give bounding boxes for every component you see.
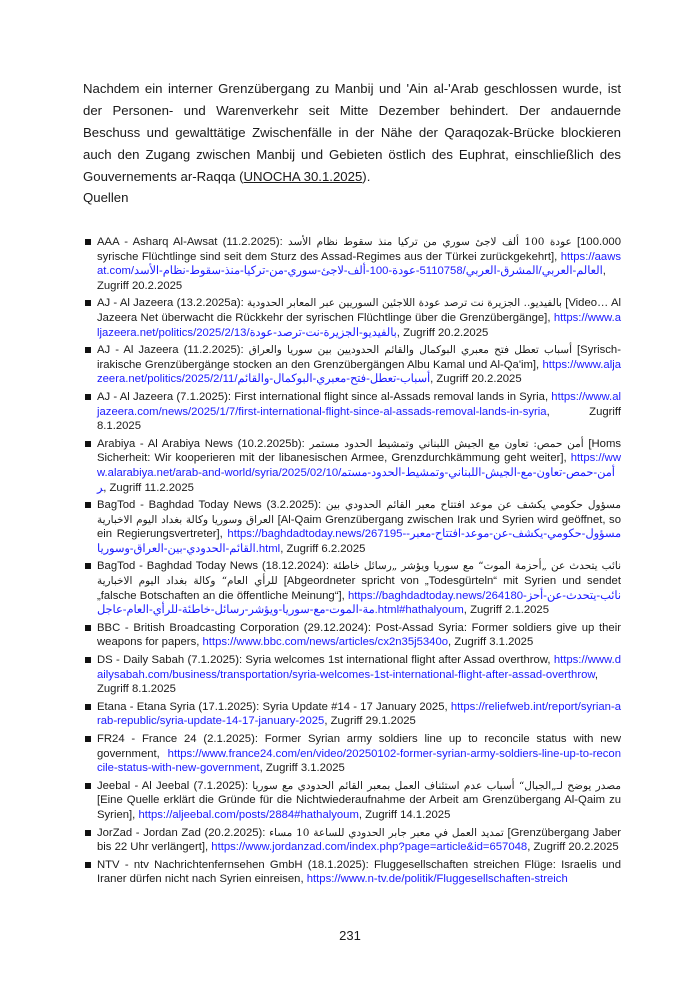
bullet-icon: [85, 625, 91, 631]
reference-link[interactable]: https://www.bbc.com/news/articles/cx2n35j5340o: [202, 636, 449, 649]
reference-text: BagTod - Baghdad Today News (3.2.2025):: [97, 499, 326, 512]
reference-text: , Zugriff 20.2.2025: [97, 265, 606, 292]
bullet-icon: [85, 783, 91, 789]
reference-item: [83, 390, 621, 434]
reference-text: , Zugriff 11.2.2025: [103, 481, 194, 494]
reference-item: [83, 700, 621, 729]
bullet-icon: [85, 502, 91, 508]
reference-text: DS - Daily Sabah (7.1.2025): Syria welcomes 1st international flight after Assad overthrow,: [97, 654, 554, 667]
reference-text: , Zugriff 6.2.2025: [280, 542, 366, 555]
reference-link[interactable]: https://aljeebal.com/posts/2884#hathalyoum: [138, 808, 359, 821]
reference-item: [83, 296, 621, 340]
bullet-icon: [85, 704, 91, 710]
reference-item: [83, 779, 621, 823]
reference-link[interactable]: https://www.aljazeera.com/news/2025/1/7/first-international-flight-since-al-assads-removal-lands-in-syria: [97, 390, 621, 418]
reference-text: AJ - Al Jazeera (11.2.2025):: [97, 344, 249, 357]
reference-link[interactable]: https://www.france24.com/en/video/20250102-former-syrian-army-soldiers-line-up-to-reconcile-status-with-new-government: [97, 747, 621, 775]
reference-text: NTV - ntv Nachrichtenfernsehen GmbH (18.1.2025): Fluggesellschaften streichen Flüge: Israelis und Iraner dürfen nicht nach Syrien einreisen,: [97, 858, 621, 886]
reference-text: AJ - Al Jazeera (7.1.2025): First international flight since al-Assads removal lands in Syria,: [97, 390, 552, 403]
reference-text: BBC - British Broadcasting Corporation (29.12.2024): Post-Assad Syria: Former soldiers give up their weapons for papers,: [97, 621, 621, 649]
reference-link[interactable]: https://www.aljazeera.net/politics/2025/2/11/أسباب-تعطل-فتح-معبري-البوكمال-والقائم: [97, 358, 621, 386]
reference-link[interactable]: https://baghdadtoday.news/264180-نائب-يتحدث-عن-أحزمة-الموت-مع-سوريا-ويؤشر-رسائل-خاطئة-للرأي-العام-عاجل.html#hathalyoum: [97, 589, 621, 617]
reference-text: Arabiya - Al Arabiya News (10.2.2025b):: [97, 437, 310, 450]
reference-text: [Al-Qaim Grenzübergang zwischen Irak und Syrien wird geöffnet, so ein Regierungsvertreter],: [97, 513, 621, 541]
arabic-title: مسؤول حكومي يكشف عن موعد افتتاح معبر القائم الحدودي بين العراق وسوريا وكالة بغداد اليوم الاخبارية: [97, 499, 621, 526]
reference-item: [83, 437, 621, 495]
page-number: 231: [339, 928, 361, 943]
bullet-icon: [85, 657, 91, 663]
bullet-icon: [85, 563, 91, 569]
reference-link[interactable]: https://www.n-tv.de/politik/Fluggesellschaften-streich: [306, 873, 568, 886]
reference-text: [Homs Sicherheit: Wir kooperieren mit der libanesischen Armee, Grenzdurchkämmung geht weiter],: [97, 437, 622, 465]
bullet-icon: [85, 441, 91, 447]
reference-link[interactable]: https://baghdadtoday.news/267195-مسؤول-حكومي-يكشف-عن-موعد-افتتاح-معبر-القائم-الحدودي-بين-العراق-وسوريا.html: [97, 528, 621, 555]
reference-text: [Eine Quelle erklärt die Gründe für die Nichtwiederaufnahme der Arbeit am Grenzübergang Al-Qaim zu Syrien],: [97, 794, 621, 821]
reference-item: [83, 235, 621, 293]
reference-link[interactable]: https://www.aljazeera.net/politics/2025/2/13/بالفيديو-الجزيرة-نت-ترصد-عودة: [97, 311, 621, 339]
reference-text: , Zugriff 20.2.2025: [396, 326, 489, 339]
sources-heading: Quellen: [83, 190, 129, 205]
reference-item: [83, 826, 621, 855]
reference-text: , Zugriff 8.1.2025: [97, 405, 621, 433]
reference-text: [100.000 syrische Flüchtlinge sind seit dem Sturz des Assad-Regimes aus der Türkei zurückgekehrt],: [97, 236, 621, 263]
reference-text: , Zugriff 20.2.2025: [527, 841, 619, 854]
reference-text: [Grenzübergang Jaber bis 22 Uhr verlängert],: [97, 826, 622, 854]
paragraph-text: Nachdem ein interner Grenzübergang zu Manbij und 'Ain al-'Arab geschlossen wurde, ist der Personen- und Warenverkehr seit Mitte Dezember behindert. Der andauernde Beschuss und gewalttätige Zwischenfälle in der Nähe der Qaraqozak-Brücke blockieren auch den Zugang zwischen Manbij und Gebieten östlich des Euphrat, einschließlich des Gouvernements ar-Raqqa (: [83, 81, 621, 184]
reference-link[interactable]: https://www.jordanzad.com/index.php?page=article&id=657048: [211, 841, 528, 854]
reference-text: , Zugriff 14.1.2025: [358, 808, 451, 821]
reference-text: , Zugriff 3.1.2025: [448, 636, 534, 649]
reference-item: [83, 498, 621, 556]
reference-text: [Video… Al Jazeera Net überwacht die Rückkehr der syrischen Flüchtlinge über die Grenzübergänge],: [97, 297, 622, 324]
reference-item: [83, 621, 621, 650]
reference-text: Etana - Etana Syria (17.1.2025): Syria Update #14 - 17 January 2025,: [97, 700, 451, 713]
reference-item: [83, 559, 621, 617]
citation-link[interactable]: UNOCHA 30.1.2025: [243, 169, 363, 184]
bullet-icon: [85, 239, 91, 245]
reference-text: AJ - Al Jazeera (13.2.2025a):: [97, 297, 248, 310]
reference-text: Jeebal - Al Jeebal (7.1.2025):: [97, 779, 253, 792]
bullet-icon: [85, 347, 91, 353]
reference-text: [Abgeordneter spricht von „Todesgürteln“ mit Syrien und sendet „falsche Botschaften an die öffentliche Meinung“],: [97, 575, 621, 602]
bullet-icon: [85, 300, 91, 306]
arabic-title: أمن حمص: تعاون مع الجيش اللبناني وتمشيط الحدود مستمر: [309, 437, 584, 450]
arabic-title: بالفيديو.. الجزيرة نت ترصد عودة اللاجئين السوريين عبر المعابر الحدودية: [247, 297, 562, 310]
reference-text: BagTod - Baghdad Today News (18.12.2024):: [97, 560, 333, 573]
reference-link[interactable]: https://reliefweb.int/report/syrian-arab-republic/syria-update-14-17-january-2025: [97, 700, 621, 728]
arabic-title: عودة 100 ألف لاجئ سوري من تركيا منذ سقوط نظام الأسد: [287, 236, 572, 248]
reference-item: [83, 858, 621, 887]
reference-text: AAA - Asharq Al-Awsat (11.2.2025):: [97, 236, 288, 248]
reference-text: JorZad - Jordan Zad (20.2.2025):: [97, 826, 270, 839]
arabic-title: مصدر يوضح لـ„الجبال“ أسباب عدم استئناف العمل بمعبر القائم الحدودي مع سوريا: [252, 779, 621, 792]
arabic-title: أسباب تعطل فتح معبري البوكمال والقائم الحدوديين بين سوريا والعراق: [248, 344, 573, 357]
bullet-icon: [85, 736, 91, 742]
reference-link[interactable]: https://www.alarabiya.net/arab-and-world/syria/2025/02/10/أمن-حمص-تعاون-مع-الجيش-اللبناني-وتمشيط-الحدود-مستمر: [97, 452, 621, 494]
reference-link[interactable]: https://aawsat.com/العالم-العربي/المشرق-العربي/5110758-عودة-100-ألف-لاجئ-سوري-من-تركيا-منذ-سقوط-نظام-الأسد: [97, 250, 621, 278]
reference-text: , Zugriff 20.2.2025: [430, 373, 522, 386]
reference-text: , Zugriff 2.1.2025: [463, 604, 549, 617]
reference-text: FR24 - France 24 (2.1.2025): Former Syrian army soldiers line up to reconcile status with new government,: [97, 733, 621, 760]
paragraph-end: ).: [362, 169, 371, 184]
reference-text: [Syrisch-irakische Grenzübergänge stocken an den Grenzübergängen Albu Kamal und Al-Qa'im],: [97, 344, 621, 371]
reference-text: , Zugriff 8.1.2025: [97, 668, 599, 696]
reference-link[interactable]: https://www.dailysabah.com/business/transportation/syria-welcomes-1st-international-flight-after-assad-overthrow: [97, 654, 621, 681]
bullet-icon: [85, 830, 91, 836]
reference-item: [83, 732, 621, 776]
bullet-icon: [85, 862, 91, 868]
arabic-title: نائب يتحدث عن „أحزمة الموت“ مع سوريا ويؤشر „رسائل خاطئة للرأي العام“ وكالة بغداد اليوم الاخبارية: [97, 560, 621, 588]
reference-item: [83, 343, 621, 387]
reference-text: , Zugriff 29.1.2025: [324, 715, 416, 728]
reference-item: [83, 653, 621, 697]
arabic-title: تمديد العمل في معبر جابر الحدودي للساعة 10 مساء: [269, 826, 504, 839]
body-paragraph: [83, 78, 621, 188]
reference-list: [83, 235, 621, 890]
reference-text: , Zugriff 3.1.2025: [259, 762, 345, 775]
bullet-icon: [85, 394, 91, 400]
